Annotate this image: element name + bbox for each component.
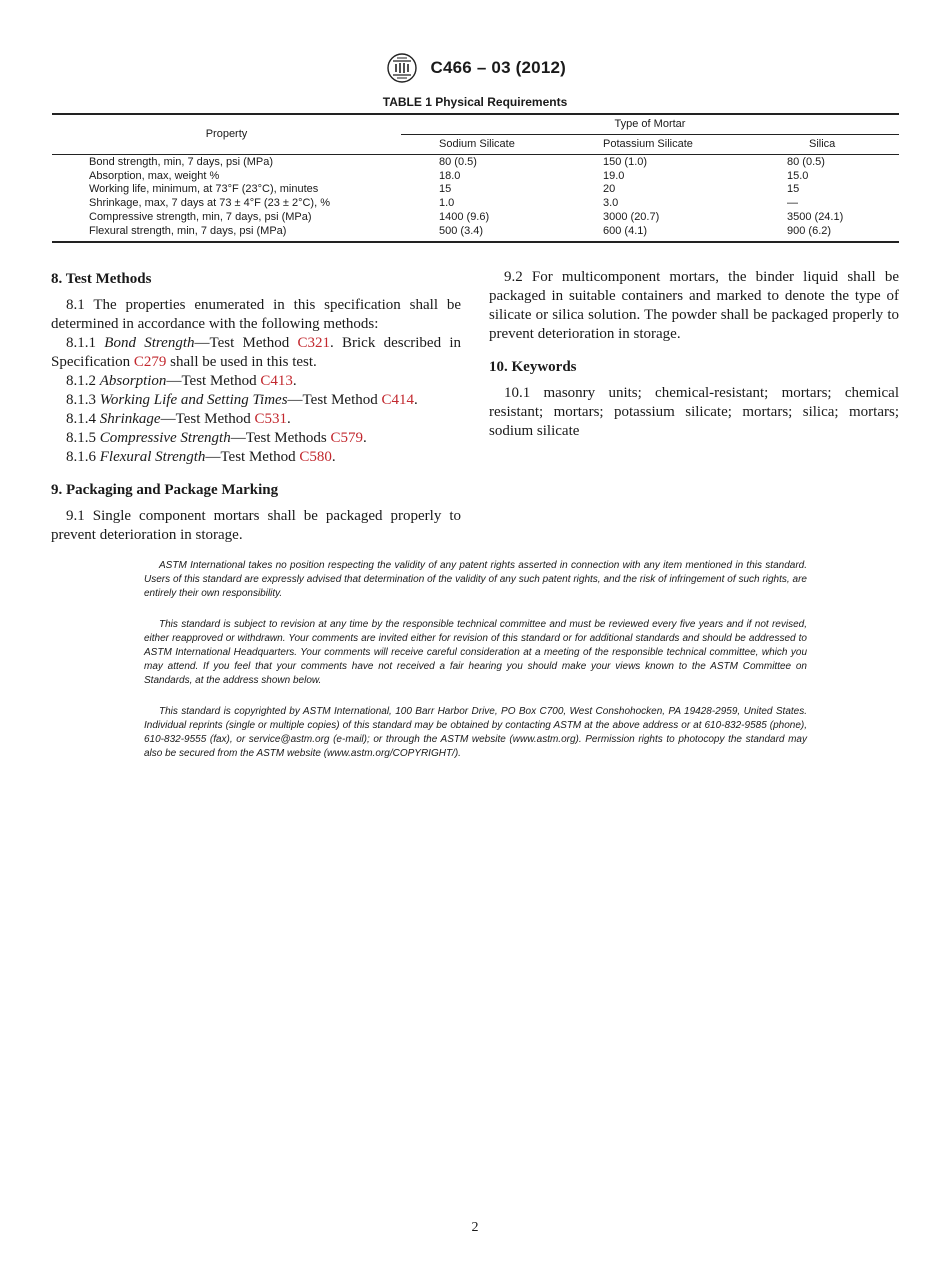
clause-text: . <box>292 373 297 389</box>
revision-notice: This standard is subject to revision at any time by the responsible technical committee and must be reviewed every five years and if not revised, either reapproved or withdrawn. Your comments are invited either for revision of this standard or for additional standards and should be addressed to ASTM International Headquarters. Your comments will receive careful consideration at a meeting of the responsible technical committee, which you may attend. If you feel that your comments have not received a fair hearing you should make your views known to the ASTM Committee on Standards, at the address shown below. <box>144 618 807 687</box>
type-of-mortar-header: Type of Mortar <box>401 114 899 135</box>
clause-text: —Test Method <box>287 392 382 408</box>
paragraph-8-1: 8.1 The properties enumerated in this specification shall be determined in accordance with the following methods: <box>51 297 461 332</box>
clause-text: . Brick described in Specification <box>51 335 462 370</box>
physical-requirements-table <box>52 113 899 243</box>
clause-text: —Test Method <box>194 335 298 351</box>
reference-link-c414[interactable]: C414 <box>381 392 415 408</box>
table-cell: 1400 (9.6) <box>439 210 490 223</box>
document-designation: C466 – 03 (2012) <box>430 58 566 77</box>
clause-text: . <box>414 392 418 408</box>
section-9-heading: 9. Packaging and Package Marking <box>51 482 279 498</box>
page-number: 2 <box>471 1220 479 1235</box>
paragraph-10-1: 10.1 masonry units; chemical-resistant; mortars; chemical resistant; mortars; potassium silicate; mortars; silica; mortars; sodium silicate <box>489 385 899 439</box>
paragraph-8-1-4 <box>51 410 461 429</box>
clause-text: shall be used in this test. <box>166 354 317 370</box>
clause-text: —Test Method <box>205 449 300 465</box>
left-column <box>51 268 461 545</box>
astm-logo-icon <box>384 52 420 84</box>
clause-text: . <box>287 411 291 427</box>
table-cell: 150 (1.0) <box>603 156 648 168</box>
table-cell: Flexural strength, min, 7 days, psi (MPa) <box>52 225 401 243</box>
column-header: Sodium Silicate <box>401 135 565 155</box>
clause-term: Compressive Strength <box>99 430 231 446</box>
paragraph-8-1-5 <box>51 429 461 448</box>
clause-term: Working Life and Setting Times <box>99 392 288 408</box>
table-row <box>52 225 899 243</box>
clause-number: 8.1.1 <box>66 335 105 351</box>
clause-number: 8.1.4 <box>66 411 100 427</box>
paragraph-8-1-2 <box>51 372 461 391</box>
table-row <box>52 211 899 225</box>
patent-notice: ASTM International takes no position respecting the validity of any patent rights asserted in connection with any item mentioned in this standard. Users of this standard are expressly advised that determination of the validity of any such patent rights, and the risk of infringement of such rights, are entirely their own responsibility. <box>144 560 807 600</box>
table-cell: 80 (0.5) <box>787 156 825 168</box>
clause-text: —Test Method <box>166 373 261 389</box>
section-10-heading: 10. Keywords <box>489 359 577 375</box>
table-cell: 80 (0.5) <box>439 156 477 168</box>
table-cell: 500 (3.4) <box>401 225 565 243</box>
reference-link-c321[interactable]: C321 <box>297 335 330 351</box>
reference-link-c580[interactable]: C580 <box>299 449 332 465</box>
paragraph-9-2: 9.2 For multicomponent mortars, the binder liquid shall be packaged in suitable containers and marked to denote the type of silicate or silica solution. The powder shall be packaged properly to prevent deterioration in storage. <box>489 269 899 342</box>
section-8-heading: 8. Test Methods <box>51 271 152 287</box>
table-cell: Compressive strength, min, 7 days, psi (MPa) <box>89 210 312 223</box>
table-title: TABLE 1 Physical Requirements <box>382 95 568 109</box>
reference-link-c279[interactable]: C279 <box>133 354 167 370</box>
clause-number: 8.1.5 <box>66 430 100 446</box>
clause-term: Bond Strength <box>104 335 195 351</box>
paragraph-9-1: 9.1 Single component mortars shall be packaged properly to prevent deterioration in storage. <box>51 508 461 543</box>
table-cell: 20 <box>603 183 616 196</box>
copyright-notice: This standard is copyrighted by ASTM International, 100 Barr Harbor Drive, PO Box C700, West Conshohocken, PA 19428-2959, United States. Individual reprints (single or multiple copies) of this standard may be obtained by contacting ASTM at the above address or at 610-832-9585 (phone), 610-832-9555 (fax), or service@astm.org (e-mail); or through the ASTM website (www.astm.org). Permission rights to photocopy the standard may also be secured from the ASTM website (www.astm.org/COPYRIGHT/). <box>144 705 807 760</box>
table-cell: 3.0 <box>603 197 619 210</box>
clause-number: 8.1.3 <box>66 392 100 408</box>
table-cell: 15 <box>787 183 800 196</box>
clause-number: 8.1.2 <box>66 373 100 389</box>
clause-text: —Test Methods <box>230 430 331 446</box>
table-cell: 3500 (24.1) <box>787 210 844 223</box>
table-row <box>52 155 899 170</box>
table-cell: 15 <box>439 183 452 196</box>
reference-link-c413[interactable]: C413 <box>260 373 293 389</box>
clause-term: Flexural Strength <box>99 449 206 465</box>
page-header <box>0 52 950 84</box>
table-cell: Working life, minimum, at 73°F (23°C), minutes <box>89 183 319 196</box>
table-row <box>52 170 899 184</box>
paragraph-8-1-1 <box>51 334 461 372</box>
table-cell: Absorption, max, weight % <box>89 169 220 182</box>
table-cell: 600 (4.1) <box>565 225 749 243</box>
table-cell: Shrinkage, max, 7 days at 73 ± 4°F (23 ± 2°C), % <box>89 197 330 210</box>
table-row <box>52 183 899 197</box>
right-column <box>489 268 899 441</box>
column-header: Potassium Silicate <box>565 135 749 155</box>
table-cell: 900 (6.2) <box>749 225 899 243</box>
legal-notices <box>144 559 807 777</box>
property-header: Property <box>52 114 401 155</box>
table-cell: 19.0 <box>603 169 625 182</box>
clause-text: . <box>363 430 367 446</box>
table-cell: 1.0 <box>439 197 455 210</box>
clause-text: . <box>331 449 336 465</box>
clause-text: —Test Method <box>160 411 255 427</box>
clause-term: Absorption <box>99 373 167 389</box>
table-cell: 15.0 <box>787 169 809 182</box>
table-cell: Bond strength, min, 7 days, psi (MPa) <box>89 156 274 168</box>
table-cell: — <box>787 197 798 210</box>
reference-link-c531[interactable]: C531 <box>254 411 288 427</box>
paragraph-8-1-3 <box>51 391 461 410</box>
column-header: Silica <box>749 135 899 155</box>
clause-term: Shrinkage <box>99 411 161 427</box>
table-cell: 18.0 <box>439 169 461 182</box>
table-cell: 3000 (20.7) <box>603 210 660 223</box>
table-row <box>52 197 899 211</box>
clause-number: 8.1.6 <box>66 449 100 465</box>
paragraph-8-1-6 <box>51 448 461 467</box>
reference-link-c579[interactable]: C579 <box>330 430 364 446</box>
